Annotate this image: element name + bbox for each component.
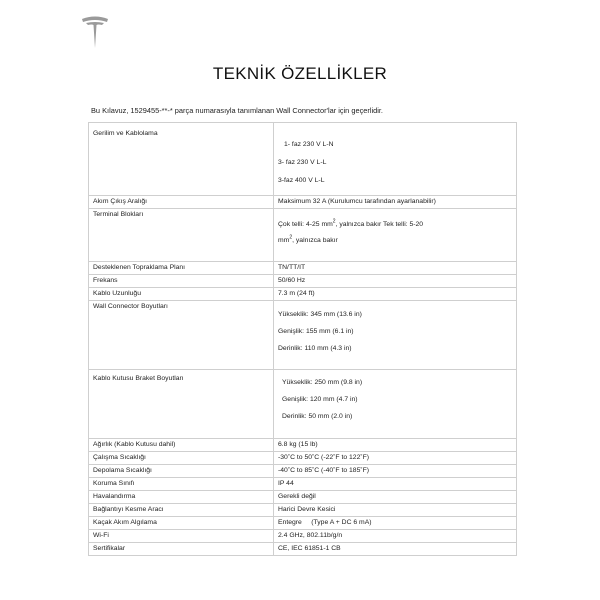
row-value — [274, 123, 517, 196]
intro-text: Bu Kılavuz, 1529455-**-* parça numarasıyla tanımlanan Wall Connector'lar için geçerlidir. — [91, 106, 383, 115]
row-value-line: 1- faz 230 V L-N — [284, 141, 334, 148]
row-value-line: Çok telli: 4-25 mm — [278, 221, 333, 228]
row-label: Akım Çıkış Aralığı — [89, 196, 274, 209]
table-row — [89, 439, 517, 452]
table-row — [89, 196, 517, 209]
table-row — [89, 504, 517, 517]
row-label: Wall Connector Boyutları — [89, 301, 274, 370]
table-row — [89, 491, 517, 504]
table-row — [89, 465, 517, 478]
row-label: Depolama Sıcaklığı — [89, 465, 274, 478]
table-row — [89, 452, 517, 465]
row-value: 2.4 GHz, 802.11b/g/n — [274, 530, 517, 543]
row-value: Harici Devre Kesici — [274, 504, 517, 517]
row-value-line: Yükseklik: 345 mm (13.6 in) — [278, 311, 362, 318]
table-row — [89, 123, 517, 196]
row-value: Gerekli değil — [274, 491, 517, 504]
table-row — [89, 530, 517, 543]
row-value-line: Yükseklik: 250 mm (9.8 in) — [282, 379, 363, 386]
table-row — [89, 209, 517, 262]
row-value: -30˚C to 50˚C (-22˚F to 122˚F) — [274, 452, 517, 465]
row-label: Koruma Sınıfı — [89, 478, 274, 491]
row-value: Maksimum 32 A (Kurulumcu tarafından ayarlanabilir) — [274, 196, 517, 209]
table-row — [89, 370, 517, 439]
row-value: 7.3 m (24 ft) — [274, 288, 517, 301]
table-row — [89, 301, 517, 370]
table-row — [89, 262, 517, 275]
row-value: 6.8 kg (15 lb) — [274, 439, 517, 452]
row-label: Frekans — [89, 275, 274, 288]
row-value-line: Genişlik: 155 mm (6.1 in) — [278, 328, 354, 335]
row-label: Kablo Kutusu Braket Boyutları — [89, 370, 274, 439]
page-title: TEKNİK ÖZELLİKLER — [212, 64, 388, 83]
table-row — [89, 288, 517, 301]
row-value-line: Genişlik: 120 mm (4.7 in) — [282, 396, 358, 403]
row-value: -40˚C to 85˚C (-40˚F to 185˚F) — [274, 465, 517, 478]
row-label: Havalandırma — [89, 491, 274, 504]
row-value: Entegre (Type A + DC 6 mA) — [274, 517, 517, 530]
row-value: TN/TT/IT — [274, 262, 517, 275]
row-label: Kaçak Akım Algılama — [89, 517, 274, 530]
row-label: Ağırlık (Kablo Kutusu dahil) — [89, 439, 274, 452]
row-value: 50/60 Hz — [274, 275, 517, 288]
row-value-line: 3- faz 230 V L-L — [278, 159, 327, 166]
row-label: Wi-Fi — [89, 530, 274, 543]
row-label: Terminal Blokları — [89, 209, 274, 262]
spec-table — [88, 122, 517, 556]
row-value — [274, 370, 517, 439]
table-row — [89, 543, 517, 556]
row-label: Sertifikalar — [89, 543, 274, 556]
row-value — [274, 301, 517, 370]
row-label: Desteklenen Topraklama Planı — [89, 262, 274, 275]
row-label: Çalışma Sıcaklığı — [89, 452, 274, 465]
row-value-line: 3-faz 400 V L-L — [278, 177, 325, 184]
row-value-line: Derinlik: 110 mm (4.3 in) — [278, 345, 352, 352]
table-row — [89, 275, 517, 288]
row-value-line: Derinlik: 50 mm (2.0 in) — [282, 413, 353, 420]
row-label: Bağlantıyı Kesme Aracı — [89, 504, 274, 517]
tesla-logo-icon — [80, 15, 110, 49]
row-value-line: , yalnızca bakır — [292, 237, 338, 244]
table-row — [89, 517, 517, 530]
row-label: Gerilim ve Kablolama — [89, 123, 274, 196]
table-row — [89, 478, 517, 491]
row-value-line: mm — [278, 237, 290, 244]
row-label: Kablo Uzunluğu — [89, 288, 274, 301]
row-value-line: , yalnızca bakır Tek telli: 5-20 — [335, 221, 424, 228]
row-value: CE, IEC 61851-1 CB — [274, 543, 517, 556]
row-value: Çok telli: 4-25 $mm^2$, yalnızca bakır Tek telli: 5-20 $mm^2$, yalnızca bakır — [274, 209, 517, 262]
row-value: IP 44 — [274, 478, 517, 491]
